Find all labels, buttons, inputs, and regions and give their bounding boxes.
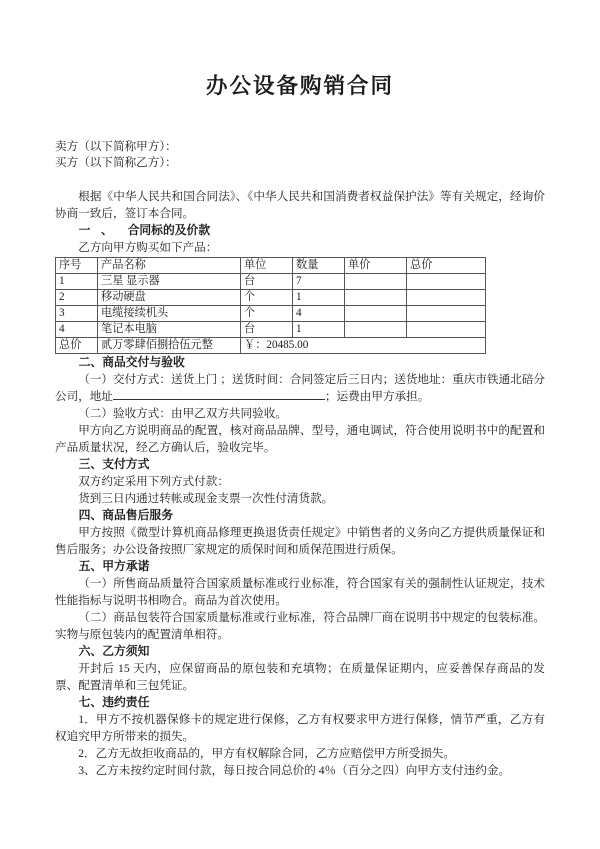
table-row — [56, 273, 486, 289]
section-6-body: 开封后 15 天内，应保留商品的原包装和充填物；在质量保证期内，应妥善保存商品的发票、配置清单和三包凭证。 — [55, 661, 545, 692]
table-row — [56, 305, 486, 321]
cell-unit: 台 — [241, 321, 293, 337]
section-2-acceptance: （二）验收方式：由甲乙双方共同验收。 — [78, 406, 287, 420]
section-title-5: 甲方承诺 — [102, 558, 150, 573]
section-heading-4 — [55, 507, 545, 524]
section-title-2: 商品交付与验收 — [102, 354, 185, 369]
column-header-no: 序号 — [56, 257, 98, 273]
table-total-row — [56, 337, 486, 353]
section-number-7: 七、 — [78, 694, 103, 709]
cell-no: 2 — [56, 289, 98, 305]
cell-qty: 4 — [293, 305, 345, 321]
section-3-line1: 双方约定采用下列方式付款： — [78, 474, 229, 488]
section-number-5: 五、 — [78, 558, 103, 573]
buyer-line: 买方（以下简称乙方）： — [55, 155, 177, 169]
cell-qty: 1 — [293, 321, 345, 337]
cell-total — [407, 305, 486, 321]
section-number-3: 三、 — [78, 456, 103, 471]
total-amount-figures: ￥：20485.00 — [241, 337, 486, 353]
section-5-item1: （一）所售商品质量符合国家质量标准或行业标准，符合国家有关的强制性认证规定，技术性能指标与说明书相吻合。商品为首次使用。 — [55, 576, 545, 607]
cell-no: 3 — [56, 305, 98, 321]
cell-price — [345, 289, 407, 305]
section-4-body: 甲方按照《微型计算机商品修理更换退货责任规定》中销售者的义务向乙方提供质量保证和售后服务；办公设备按照厂家规定的质保时间和质保范围进行质保。 — [55, 525, 545, 556]
table-header-row — [56, 257, 486, 273]
cell-price — [345, 305, 407, 321]
cell-name: 电缆接续机头 — [98, 305, 241, 321]
goods-table — [55, 257, 486, 354]
party-block — [55, 139, 545, 171]
column-header-qty: 数量 — [293, 257, 345, 273]
section-7-item1: 1．甲方不按机器保修卡的规定进行保修，乙方有权要求甲方进行保修，情节严重，乙方有权追究甲方所带来的损失。 — [55, 712, 545, 743]
total-amount-words: 贰万零肆佰捌拾伍元整 — [98, 337, 241, 353]
section-title-3: 支付方式 — [102, 456, 150, 471]
cell-price — [345, 321, 407, 337]
cell-qty: 1 — [293, 289, 345, 305]
cell-no: 1 — [56, 273, 98, 289]
cell-unit: 台 — [241, 273, 293, 289]
section-number-6: 六、 — [78, 643, 103, 658]
column-header-price: 单价 — [345, 257, 407, 273]
section-number-4: 四、 — [78, 507, 103, 522]
table-row — [56, 289, 486, 305]
section-2-delivery-tail: ；运费由甲方承担。 — [324, 389, 430, 403]
section-heading-3 — [55, 456, 545, 473]
cell-qty: 7 — [293, 273, 345, 289]
cell-name: 三星 显示器 — [98, 273, 241, 289]
section-heading-1 — [55, 222, 545, 239]
section-heading-7 — [55, 694, 545, 711]
page-title: 办公设备购销合同 — [205, 74, 394, 98]
cell-no: 4 — [56, 321, 98, 337]
cell-unit: 个 — [241, 289, 293, 305]
column-header-total: 总价 — [407, 257, 486, 273]
section-1-lead: 乙方向甲方购买如下产品： — [78, 240, 218, 254]
section-title-4: 商品售后服务 — [102, 507, 173, 522]
section-heading-6 — [55, 643, 545, 660]
section-2-delivery — [55, 371, 545, 405]
column-header-name: 产品名称 — [98, 257, 241, 273]
cell-total — [407, 321, 486, 337]
section-heading-5 — [55, 558, 545, 575]
column-header-unit: 单位 — [241, 257, 293, 273]
section-heading-2 — [55, 354, 545, 371]
cell-unit: 个 — [241, 305, 293, 321]
section-5-item2: （二）商品包装符合国家质量标准或行业标准，符合品牌厂商在说明书中规定的包装标准。实物与原包装内的配置清单相符。 — [55, 610, 545, 641]
cell-name: 移动硬盘 — [98, 289, 241, 305]
section-7-item3: 3、乙方未按约定时间付款，每日按合同总价的 4％（百分之四）向甲方支付违约金。 — [78, 763, 511, 777]
preamble-paragraph: 根据《中华人民共和国合同法》、《中华人民共和国消费者权益保护法》等有关规定，经询价协商一致后，签订本合同。 — [55, 189, 545, 220]
section-number-1: 一、 — [78, 222, 124, 237]
section-2-delivery-text: （一）交付方式：送货上门 ；送货时间：合同签定后三日内；送货地址：重庆市铁通北碚分公司，地址 — [55, 372, 545, 403]
section-number-2: 二、 — [78, 354, 103, 369]
section-2-body: 甲方向乙方说明商品的配置，核对商品品牌、型号，通电调试，符合使用说明书中的配置和产品质量状况，经乙方确认后，验收完毕。 — [55, 423, 545, 454]
section-title-6: 乙方须知 — [102, 643, 150, 658]
delivery-address-blank[interactable] — [113, 388, 325, 400]
cell-total — [407, 273, 486, 289]
table-row — [56, 321, 486, 337]
total-label: 总价 — [56, 337, 98, 353]
cell-price — [345, 273, 407, 289]
cell-total — [407, 289, 486, 305]
section-title-1: 合同标的及价款 — [127, 222, 211, 237]
seller-line: 卖方（以下简称甲方）： — [55, 139, 177, 153]
cell-name: 笔记本电脑 — [98, 321, 241, 337]
section-title-7: 违约责任 — [102, 694, 150, 709]
section-7-item2: 2．乙方无故拒收商品的，甲方有权解除合同，乙方应赔偿甲方所受损失。 — [78, 746, 455, 760]
section-3-line2: 货到三日内通过转帐或现金支票一次性付清货款。 — [78, 491, 334, 505]
